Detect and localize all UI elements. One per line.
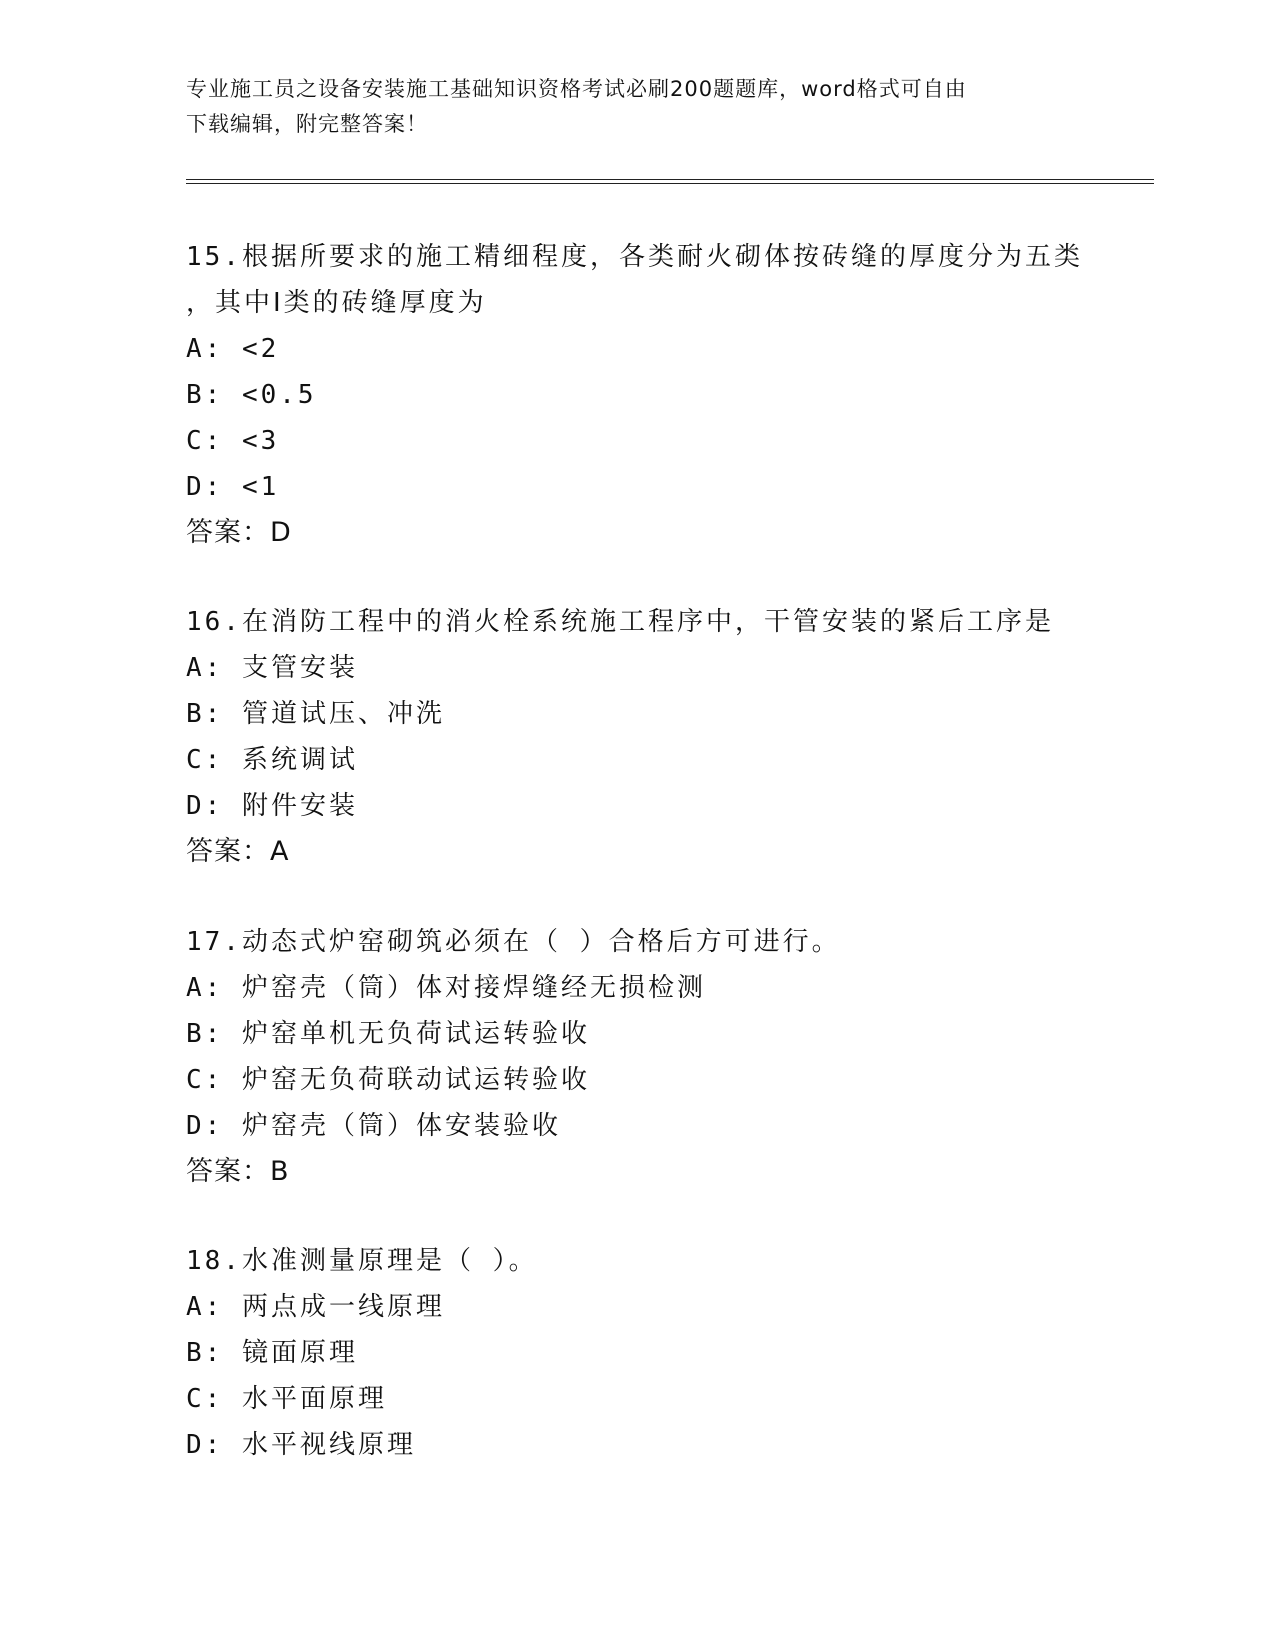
header-line-2: 下载编辑，附完整答案！ [186, 112, 428, 136]
option-b: B: 镜面原理 [186, 1338, 358, 1368]
option-d: D: 炉窑壳（筒）体安装验收 [186, 1111, 561, 1141]
question-stem: 15.根据所要求的施工精细程度，各类耐火砌体按砖缝的厚度分为五类 [186, 242, 1083, 272]
option-c: C: 水平面原理 [186, 1384, 387, 1414]
answer: 答案：A [186, 836, 290, 867]
question-16 [186, 599, 1086, 875]
document-header [186, 72, 1076, 142]
option-a: A: 炉窑壳（筒）体对接焊缝经无损检测 [186, 973, 706, 1003]
option-d: D: <1 [186, 472, 280, 502]
option-d: D: 附件安装 [186, 791, 358, 821]
question-17 [186, 919, 1086, 1195]
question-stem: 18.水准测量原理是（ ）。 [186, 1246, 538, 1276]
option-c: C: 炉窑无负荷联动试运转验收 [186, 1065, 590, 1095]
option-d: D: 水平视线原理 [186, 1430, 416, 1460]
option-a: A: 两点成一线原理 [186, 1292, 445, 1322]
header-double-rule [186, 179, 1154, 184]
question-stem: 17.动态式炉窑砌筑必须在（ ）合格后方可进行。 [186, 927, 841, 957]
question-stem-continued: ，其中Ⅰ类的砖缝厚度为 [186, 288, 487, 318]
option-b: B: 炉窑单机无负荷试运转验收 [186, 1019, 590, 1049]
option-b: B: 管道试压、冲洗 [186, 699, 445, 729]
option-a: A: 支管安装 [186, 653, 358, 683]
question-18 [186, 1238, 1086, 1468]
question-stem: 16.在消防工程中的消火栓系统施工程序中，干管安装的紧后工序是 [186, 607, 1054, 637]
option-a: A: <2 [186, 334, 280, 364]
answer: 答案：D [186, 517, 292, 548]
question-15 [186, 234, 1086, 556]
answer: 答案：B [186, 1156, 290, 1187]
header-line-1: 专业施工员之设备安装施工基础知识资格考试必刷200题题库，word格式可自由 [186, 77, 967, 101]
option-c: C: 系统调试 [186, 745, 358, 775]
option-c: C: <3 [186, 426, 280, 456]
option-b: B: <0.5 [186, 380, 317, 410]
